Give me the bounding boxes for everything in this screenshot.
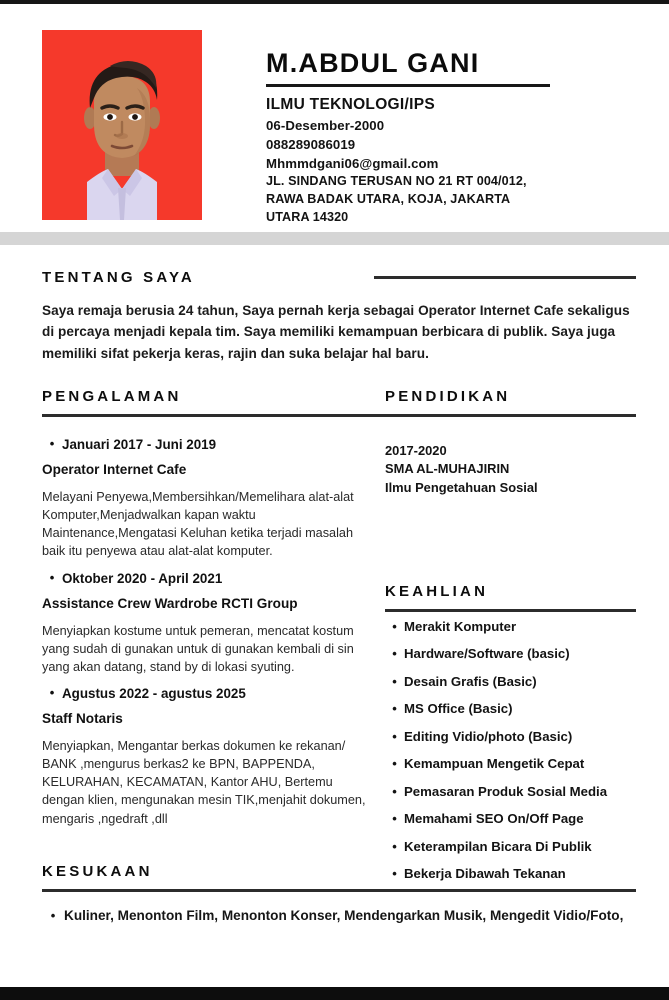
experience-date-row <box>42 437 372 452</box>
bullet-icon: • <box>392 838 397 854</box>
interests-divider <box>42 889 636 892</box>
experience-item <box>42 571 372 676</box>
header-text-block <box>266 49 658 227</box>
about-divider <box>374 276 636 279</box>
skill-label: MS Office (Basic) <box>404 701 513 717</box>
bullet-icon: • <box>49 569 55 585</box>
skill-label: Memahami SEO On/Off Page <box>404 811 584 827</box>
skill-list-item <box>385 674 636 691</box>
skill-label: Keterampilan Bicara Di Publik <box>404 838 592 854</box>
skill-list-item <box>385 756 636 773</box>
skills-divider <box>385 609 636 612</box>
bullet-icon: • <box>392 701 397 717</box>
skill-list-item <box>385 729 636 746</box>
education-entry <box>385 442 636 497</box>
skill-list-item <box>385 784 636 801</box>
bullet-icon: • <box>49 436 55 451</box>
experience-description: Melayani Penyewa,Membersihkan/Memelihara alat-alat Komputer,Menjadwalkan kapan waktu Maintenance,Mengatasi Keluhan ketika terjadi masalah baik itu penyewa atau alat-alat komputer. <box>42 489 354 559</box>
skill-label: Hardware/Software (basic) <box>404 646 570 662</box>
portrait-illustration <box>42 30 202 220</box>
skill-label: Pemasaran Produk Sosial Media <box>404 783 608 799</box>
skill-label: Desain Grafis (Basic) <box>404 673 537 689</box>
experience-item <box>42 437 372 561</box>
about-header-row <box>42 267 636 287</box>
skill-list-item <box>385 619 636 636</box>
columns-header-row <box>42 388 636 410</box>
birth-date: 06-Desember-2000 <box>266 118 385 134</box>
experience-description: Menyiapkan, Mengantar berkas dokumen ke rekanan/ BANK ,mengurus berkas2 ke BPN, BAPPENDA, KELURAHAN, KECAMATAN, Kantor AHU, Bertemu dengan klien, mengunakan mesin TIK,menjahit dokumen, mengaris ,ngedraft ,dll <box>42 738 366 826</box>
bullet-icon: • <box>392 646 397 662</box>
education-school: SMA AL-MUHAJIRIN <box>385 461 510 477</box>
skill-label: Kemampuan Mengetik Cepat <box>404 756 585 772</box>
bullet-icon: • <box>392 756 397 772</box>
about-text: Saya remaja berusia 24 tahun, Saya pernah kerja sebagai Operator Internet Cafe sekaligus di percaya menjadi kepala tim. Saya memiliki kemampuan berbicara di publik. Saya juga memiliki sifat pekerja keras, rajin dan suka belajar hal baru. <box>42 303 630 361</box>
education-years: 2017-2020 <box>385 443 447 458</box>
phone-number: 088289086019 <box>266 137 356 152</box>
bullet-icon: • <box>50 908 56 923</box>
name-divider <box>266 84 550 87</box>
about-title: TENTANG SAYA <box>42 268 195 286</box>
experience-item <box>42 686 372 828</box>
experience-role: Operator Internet Cafe <box>42 462 187 477</box>
skill-list-item <box>385 701 636 718</box>
interests-title: KESUKAAN <box>42 863 153 880</box>
bullet-icon: • <box>392 866 397 882</box>
experience-role: Staff Notaris <box>42 710 123 726</box>
address-line-2: RAWA BADAK UTARA, KOJA, JAKARTA <box>266 192 511 207</box>
skills-title: KEAHLIAN <box>385 582 489 600</box>
interests-section <box>42 863 636 927</box>
page-bottom-border <box>0 987 669 1000</box>
bullet-icon: • <box>392 618 397 634</box>
skill-list-item <box>385 839 636 856</box>
skill-list-item <box>385 646 636 663</box>
email-address[interactable]: Mhmmdgani06@gmail.com <box>266 155 439 171</box>
experience-description: Menyiapkan kostume untuk pemeran, mencatat kostum yang sudah di gunakan untuk di gunakan kembali di sin yang akan datang, stand by di lokasi syuting. <box>42 623 354 674</box>
cv-header <box>0 4 669 232</box>
header-separator-band <box>0 232 669 245</box>
profile-photo <box>42 30 202 220</box>
experience-date-row <box>42 571 372 586</box>
right-column <box>385 428 636 894</box>
job-title: ILMU TEKNOLOGI/IPS <box>266 96 436 114</box>
experience-section <box>42 428 372 838</box>
education-major: Ilmu Pengetahuan Sosial <box>385 479 538 495</box>
education-title: PENDIDIKAN <box>385 388 511 405</box>
skills-list <box>385 619 636 883</box>
bullet-icon: • <box>49 684 55 700</box>
full-name: M.ABDUL GANI <box>266 48 480 78</box>
bullet-icon: • <box>392 728 397 744</box>
about-section <box>42 267 636 364</box>
skill-label: Merakit Komputer <box>404 618 517 634</box>
interest-label: Kuliner, Menonton Film, Menonton Konser, Mendengarkan Musik, Mengedit Vidio/Foto, <box>64 908 624 923</box>
experience-date: Januari 2017 - Juni 2019 <box>62 437 217 452</box>
bullet-icon: • <box>392 673 397 689</box>
experience-role: Assistance Crew Wardrobe RCTI Group <box>42 595 298 611</box>
columns-divider <box>42 414 636 417</box>
experience-date: Oktober 2020 - April 2021 <box>62 570 223 586</box>
experience-date-row <box>42 686 372 701</box>
skill-list-item <box>385 811 636 828</box>
experience-title: PENGALAMAN <box>42 388 182 405</box>
experience-date: Agustus 2022 - agustus 2025 <box>62 685 246 701</box>
bullet-icon: • <box>392 811 397 827</box>
skill-label: Bekerja Dibawah Tekanan <box>404 866 566 882</box>
skill-label: Editing Vidio/photo (Basic) <box>404 728 573 744</box>
interest-list-item <box>42 905 636 927</box>
address-line-1: JL. SINDANG TERUSAN NO 21 RT 004/012, <box>266 174 527 189</box>
address-line-3: UTARA 14320 <box>266 210 349 225</box>
bullet-icon: • <box>392 783 397 799</box>
interests-list <box>42 905 636 927</box>
